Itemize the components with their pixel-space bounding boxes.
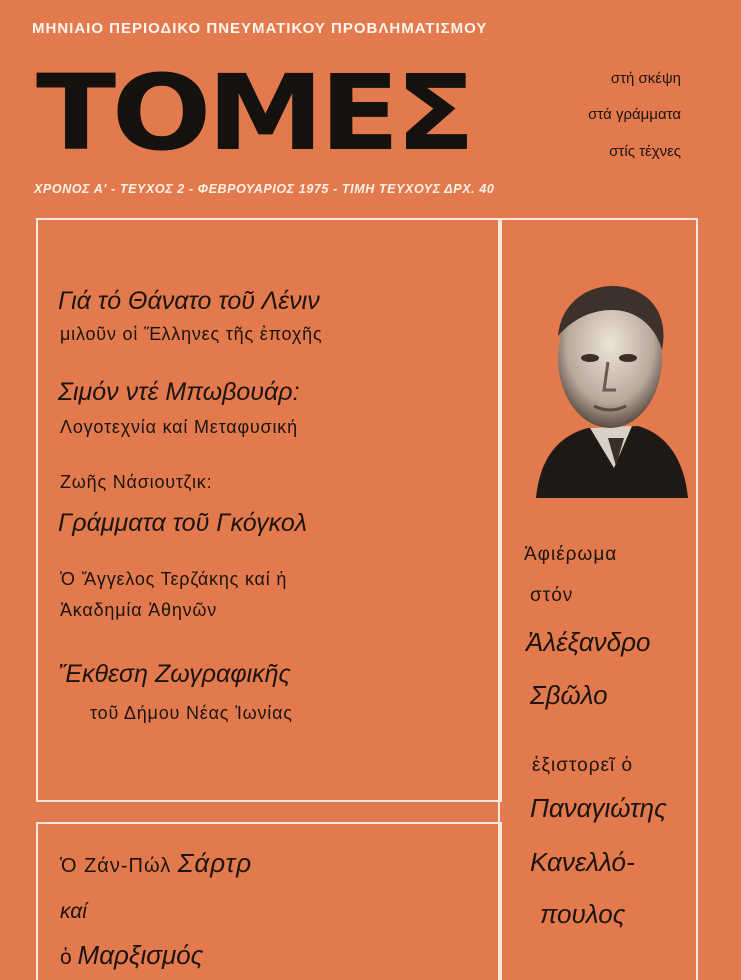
sartre-line1 bbox=[60, 848, 252, 879]
article-terzakis-line2: Ἀκαδημία Ἀθηνῶν bbox=[60, 600, 218, 620]
sartre-line1-prefix: Ὁ Ζάν-Πώλ bbox=[60, 855, 172, 877]
article-gogol-title: Γράμματα τοῦ Γκόγκολ bbox=[58, 509, 308, 537]
tagline-arts: στίς τέχνες bbox=[609, 143, 681, 160]
marxism-word: Μαρξισμός bbox=[77, 940, 204, 970]
svolos-last-name: Σβῶλο bbox=[530, 680, 608, 710]
author-surname-part1: Κανελλό- bbox=[530, 847, 635, 877]
article-beauvoir-title: Σιμόν ντέ Μπωβουάρ: bbox=[58, 378, 300, 406]
masthead-title: ΤΟΜΕΣ bbox=[36, 52, 471, 174]
tribute-to: στόν bbox=[530, 585, 574, 606]
article-lenin-title: Γιά τό Θάνατο τοῦ Λένιν bbox=[58, 287, 320, 315]
portrait-photo bbox=[528, 258, 688, 498]
tagline-letters: στά γράμματα bbox=[588, 106, 681, 123]
article-beauvoir-subtitle: Λογοτεχνία καί Μεταφυσική bbox=[60, 417, 298, 437]
author-surname-part2: πουλος bbox=[540, 899, 626, 929]
narrated-by: ἐξιστορεῖ ὁ bbox=[532, 755, 634, 776]
svolos-first-name: Ἀλέξανδρο bbox=[526, 627, 651, 657]
supertitle: ΜΗΝΙΑΙΟ ΠΕΡΙΟΔΙΚΟ ΠΝΕΥΜΑΤΙΚΟΥ ΠΡΟΒΛΗΜΑΤΙΣΜΟΥ bbox=[32, 20, 488, 37]
article-gogol-author: Ζωῆς Νάσιουτζικ: bbox=[60, 472, 213, 492]
article-lenin-subtitle: μιλοῦν οἱ Ἕλληνες τῆς ἐποχῆς bbox=[60, 324, 323, 344]
sartre-line3 bbox=[60, 940, 203, 971]
article-exhibition-title: Ἔκθεση Ζωγραφικῆς bbox=[58, 660, 291, 688]
article-terzakis-line1: Ὁ Ἄγγελος Τερζάκης καί ἡ bbox=[60, 569, 288, 589]
sartre-line2: καί bbox=[60, 900, 87, 923]
author-first-name: Παναγιώτης bbox=[530, 793, 667, 823]
article-exhibition-subtitle: τοῦ Δήμου Νέας Ἰωνίας bbox=[90, 703, 293, 723]
tribute-intro: Ἀφιέρωμα bbox=[524, 544, 618, 565]
issue-info-line: ΧΡΟΝΟΣ Α' - ΤΕΥΧΟΣ 2 - ΦΕΒΡΟΥΑΡΙΟΣ 1975 - ΤΙΜΗ ΤΕΥΧΟΥΣ ΔΡΧ. 40 bbox=[34, 182, 495, 196]
tagline-thought: στή σκέψη bbox=[610, 70, 681, 87]
sartre-name: Σάρτρ bbox=[177, 848, 253, 878]
sartre-line3-prefix: ὁ bbox=[60, 946, 72, 969]
